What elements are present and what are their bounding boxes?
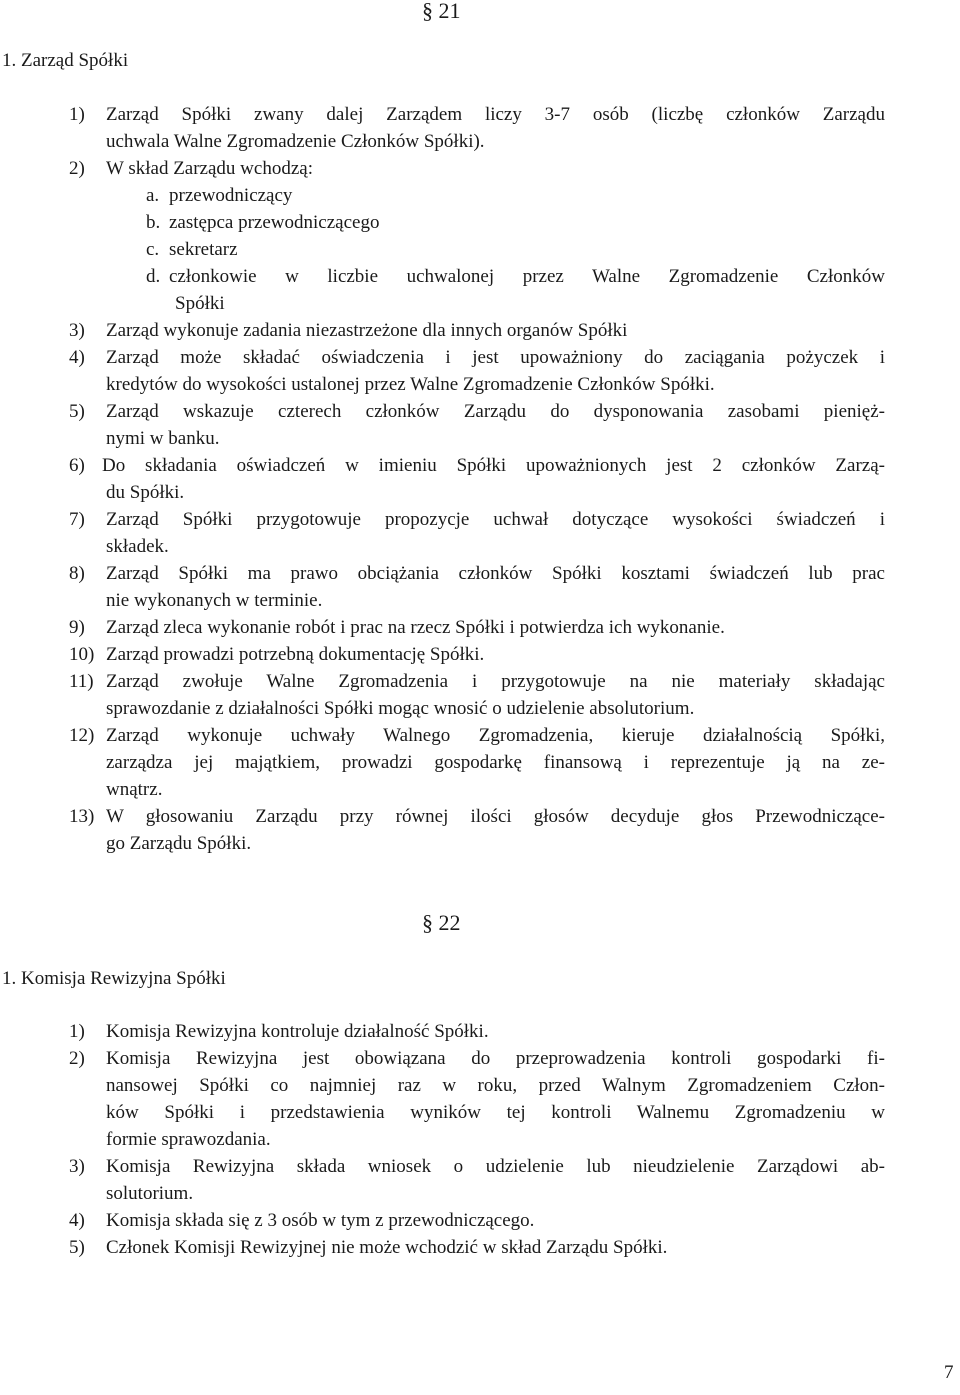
item-text-line: Komisja Rewizyjna kontroluje działalność Spółki. (106, 1021, 489, 1042)
item-text-line: wnątrz. (106, 779, 163, 800)
item-number: 1) (69, 1021, 85, 1042)
item-number: 10) (69, 644, 95, 665)
sub-item-letter: d. (146, 266, 161, 287)
item-number: 13) (69, 806, 95, 827)
sub-item-text: członkowie w liczbie uchwalonej przez Walne Zgromadzenie Członków (169, 266, 885, 287)
item-text-line: Zarząd Spółki ma prawo obciążania członków Spółki kosztami świadczeń lub prac (106, 563, 885, 584)
item-text-line: W skład Zarządu wchodzą: (106, 158, 313, 179)
item-text-line: Komisja składa się z 3 osób w tym z przewodniczącego. (106, 1210, 535, 1231)
section-22-sign: § 22 (422, 910, 461, 935)
item-text-line: solutorium. (106, 1183, 194, 1204)
sub-item-letter: a. (146, 185, 160, 206)
sub-item-letter: b. (146, 212, 161, 233)
item-text-line: Zarząd prowadzi potrzebną dokumentację Spółki. (106, 644, 485, 665)
item-text-line: Do składania oświadczeń w imieniu Spółki upoważnionych jest 2 członków Zarzą- (102, 455, 885, 476)
section-22-heading: 1. Komisja Rewizyjna Spółki (2, 968, 226, 989)
item-text-line: Członek Komisji Rewizyjnej nie może wchodzić w skład Zarządu Spółki. (106, 1237, 668, 1258)
item-text-line: uchwala Walne Zgromadzenie Członków Spółki). (106, 131, 485, 152)
item-number: 2) (69, 158, 85, 179)
item-number: 4) (69, 347, 85, 368)
item-text-line: składek. (106, 536, 169, 557)
item-number: 5) (69, 401, 85, 422)
item-text-line: Zarząd zleca wykonanie robót i prac na rzecz Spółki i potwierdza ich wykonanie. (106, 617, 725, 638)
item-text-line: Zarząd Spółki przygotowuje propozycje uchwał dotyczące wysokości świadczeń i (106, 509, 885, 530)
section-21-heading: 1. Zarząd Spółki (2, 50, 129, 71)
item-text-line: du Spółki. (106, 482, 185, 503)
item-text-line: kredytów do wysokości ustalonej przez Walne Zgromadzenie Członków Spółki. (106, 374, 715, 395)
item-number: 6) (69, 455, 85, 476)
item-text-line: nansowej Spółki co najmniej raz w roku, przed Walnym Zgromadzeniem Człon- (106, 1075, 885, 1096)
item-text-line: Zarząd wykonuje uchwały Walnego Zgromadzenia, kieruje działalnością Spółki, (106, 725, 885, 746)
item-text-line: Zarząd może składać oświadczenia i jest upoważniony do zaciągania pożyczek i (106, 347, 885, 368)
item-text-line: Zarząd zwołuje Walne Zgromadzenia i przygotowuje na nie materiały składając (106, 671, 885, 692)
item-number: 1) (69, 104, 85, 125)
sub-item-text: sekretarz (169, 239, 238, 260)
item-number: 8) (69, 563, 85, 584)
item-text-line: formie sprawozdania. (106, 1129, 271, 1150)
item-number: 3) (69, 320, 85, 341)
sub-item-text: przewodniczący (169, 185, 293, 206)
item-text-line: Komisja Rewizyjna jest obowiązana do przeprowadzenia kontroli gospodarki fi- (106, 1048, 885, 1069)
item-text-line: Zarząd Spółki zwany dalej Zarządem liczy 3-7 osób (liczbę członków Zarządu (106, 104, 885, 125)
item-number: 3) (69, 1156, 85, 1177)
section-21-sign: § 21 (422, 0, 461, 23)
item-text-line: ków Spółki i przedstawienia wyników tej kontroli Walnemu Zgromadzeniu w (106, 1102, 885, 1123)
item-text-line: nymi w banku. (106, 428, 220, 449)
item-number: 4) (69, 1210, 85, 1231)
item-text-line: W głosowaniu Zarządu przy równej ilości głosów decyduje głos Przewodniczące- (106, 806, 885, 827)
item-number: 9) (69, 617, 85, 638)
item-text-line: Zarząd wykonuje zadania niezastrzeżone dla innych organów Spółki (106, 320, 628, 341)
item-text-line: Komisja Rewizyjna składa wniosek o udzielenie lub nieudzielenie Zarządowi ab- (106, 1156, 885, 1177)
item-number: 12) (69, 725, 95, 746)
item-text-line: go Zarządu Spółki. (106, 833, 252, 854)
page-number: 7 (944, 1362, 954, 1383)
sub-item-text: zastępca przewodniczącego (169, 212, 380, 233)
item-text-line: nie wykonanych w terminie. (106, 590, 323, 611)
item-number: 11) (69, 671, 94, 692)
item-number: 5) (69, 1237, 85, 1258)
sub-item-letter: c. (146, 239, 160, 260)
item-number: 2) (69, 1048, 85, 1069)
item-number: 7) (69, 509, 85, 530)
item-text-line: Zarząd wskazuje czterech członków Zarządu do dysponowania zasobami pienięż- (106, 401, 885, 422)
sub-item-text: Spółki (175, 293, 225, 314)
item-text-line: sprawozdanie z działalności Spółki mogąc wnosić o udzielenie absolutorium. (106, 698, 695, 719)
item-text-line: zarządza jej majątkiem, prowadzi gospodarkę finansową i reprezentuje ją na ze- (106, 752, 885, 773)
